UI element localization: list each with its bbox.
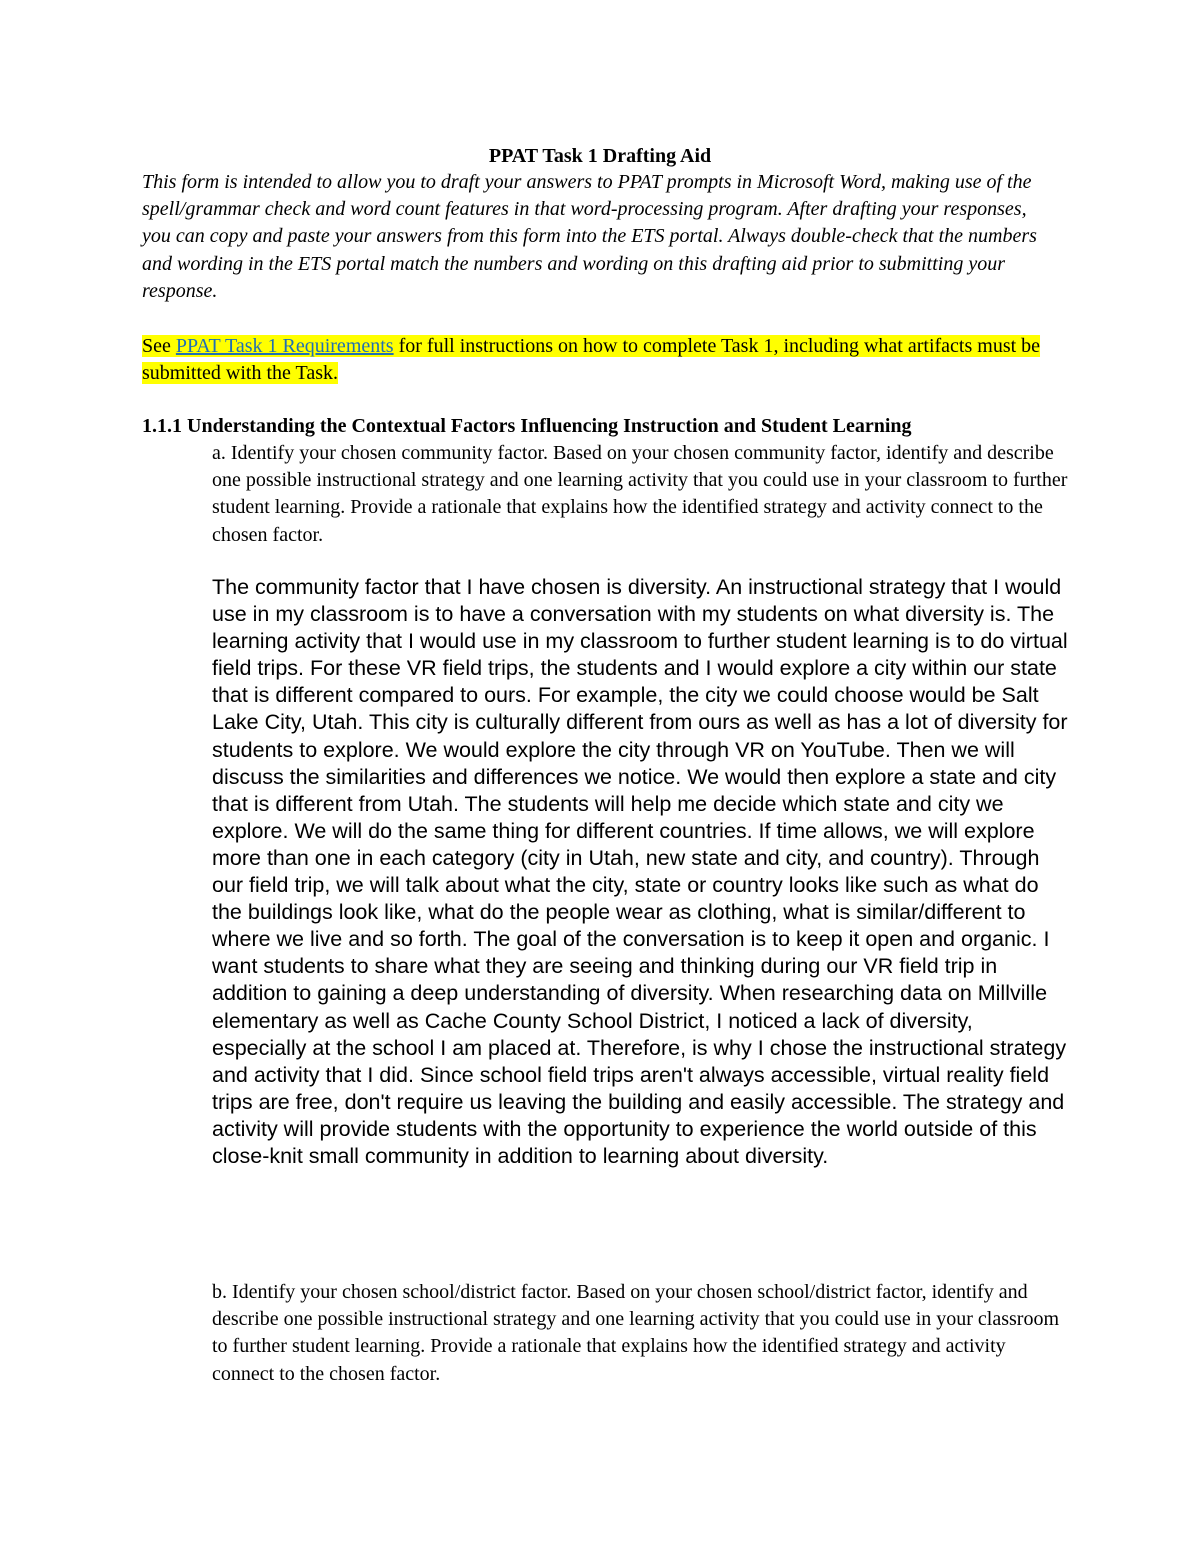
highlighted-note (142, 335, 1040, 384)
document-title: PPAT Task 1 Drafting Aid (488, 145, 712, 167)
ppat-requirements-link[interactable]: PPAT Task 1 Requirements (175, 335, 394, 357)
intro-paragraph: This form is intended to allow you to draft your answers to PPAT prompts in Microsoft Word, making use of the spell/grammar check and word count features in that word-processing program. After drafting your responses, you can copy and paste your answers from this form into the ETS portal. Always double-check that the numbers and wording in the ETS portal match the numbers and wording on this drafting aid prior to submitting your response. (142, 171, 1037, 302)
section-heading: 1.1.1 Understanding the Contextual Factors Influencing Instruction and Student Learning (142, 415, 912, 437)
see-prefix: See (142, 335, 176, 357)
prompt-a: a. Identify your chosen community factor. Based on your chosen community factor, identify and describe one possible instructional strategy and one learning activity that you could use in your classroom to further student learning. Provide a rationale that explains how the identified strategy and activity connect to the chosen factor. (212, 442, 1068, 546)
see-suffix: for full instructions on how to complete Task 1, including what artifacts must be submitted with the Task. (142, 335, 1041, 384)
prompt-b: b. Identify your chosen school/district factor. Based on your chosen school/district factor, identify and describe one possible instructional strategy and one learning activity that you could use in your classroom to further student learning. Provide a rationale that explains how the identified strategy and activity connect to the chosen factor. (212, 1281, 1060, 1385)
response-a[interactable]: The community factor that I have chosen is diversity. An instructional strategy that I would use in my classroom is to have a conversation with my students on what diversity is. The learning activity that I would use in my classroom to further student learning is to do virtual field trips. For these VR field trips, the students and I would explore a city within our state that is different compared to ours. For example, the city we could choose would be Salt Lake City, Utah. This city is culturally different from ours as well as has a lot of diversity for students to explore. We would explore the city through VR on YouTube. Then we will discuss the similarities and differences we notice. We would then explore a state and city that is different from Utah. The students will help me decide which state and city we explore. We will do the same thing for different countries. If time allows, we will explore more than one in each category (city in Utah, new state and city, and country). Through our field trip, we will talk about what the city, state or country looks like such as what do the buildings look like, what do the people wear as clothing, what is similar/different to where we live and so forth. The goal of the conversation is to keep it open and organic. I want students to share what they are seeing and thinking during our VR field trip in addition to gaining a deep understanding of diversity. When researching data on Millville elementary as well as Cache County School District, I noticed a lack of diversity, especially at the school I am placed at. Therefore, is why I chose the instructional strategy and activity that I did. Since school field trips aren't always accessible, virtual reality field trips are free, don't require us leaving the building and easily accessible. The strategy and activity will provide students with the opportunity to experience the world outside of this close-knit small community in addition to learning about diversity. (212, 575, 1068, 1168)
requirements-note (142, 333, 1062, 387)
